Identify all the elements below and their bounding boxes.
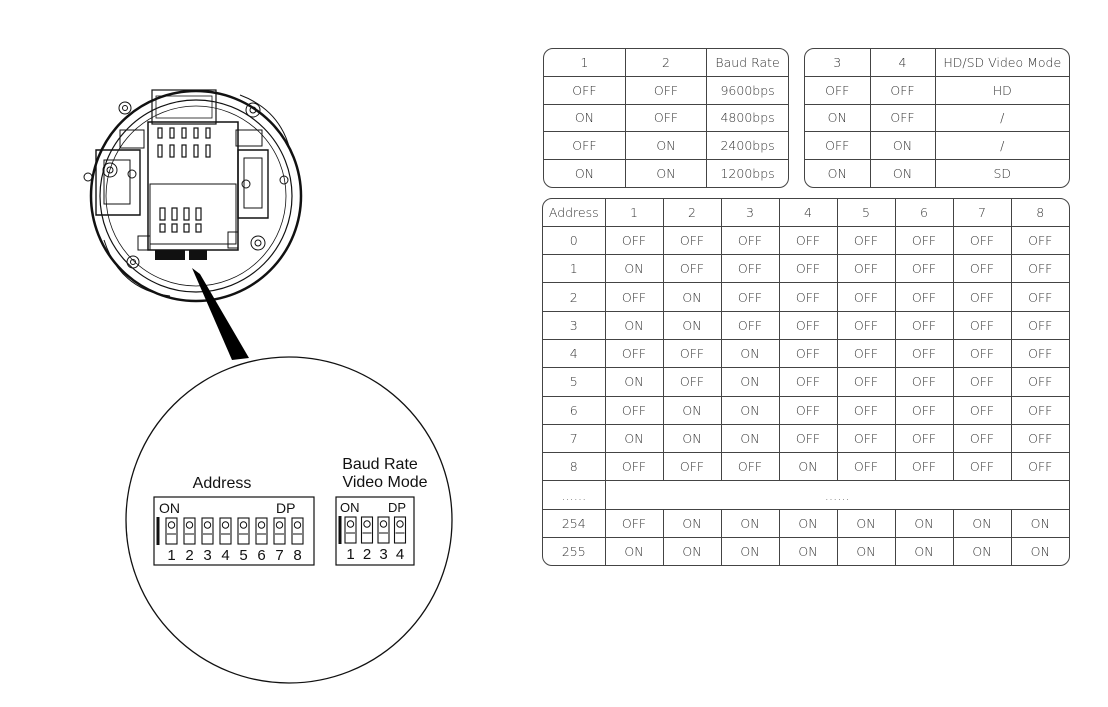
table-cell: 8 [543, 453, 605, 481]
table-cell: ON [605, 255, 663, 283]
table-cell: ON [605, 424, 663, 452]
table-row [544, 160, 788, 187]
table-header-row [805, 49, 1069, 76]
table-cell: / [935, 132, 1069, 160]
table-row [544, 132, 788, 160]
table-cell: OFF [805, 76, 870, 104]
table-cell: OFF [805, 132, 870, 160]
table-cell: HD [935, 76, 1069, 104]
table-cell: OFF [1011, 424, 1069, 452]
dip-switch [238, 518, 249, 564]
table-cell: OFF [1011, 453, 1069, 481]
table-cell: OFF [953, 340, 1011, 368]
table-cell: OFF [605, 396, 663, 424]
table-cell: 2 [663, 199, 721, 226]
table-row [544, 104, 788, 132]
table-cell: OFF [625, 104, 706, 132]
table-cell: ON [805, 104, 870, 132]
table-cell: OFF [779, 368, 837, 396]
table-ellipsis-row [543, 481, 1069, 509]
table-cell: ON [870, 160, 935, 187]
table-cell: OFF [953, 226, 1011, 254]
table-cell: ON [663, 396, 721, 424]
table-cell: OFF [779, 311, 837, 339]
dip-switch-number: 2 [185, 547, 194, 564]
table-cell: ON [605, 368, 663, 396]
table-cell: ON [544, 160, 625, 187]
table-cell: OFF [895, 424, 953, 452]
dip-switch-number: 4 [395, 546, 405, 563]
baud-switch-on-label: ON [340, 500, 360, 515]
table-cell: OFF [779, 226, 837, 254]
table-cell: OFF [895, 311, 953, 339]
table-cell: OFF [837, 226, 895, 254]
table-cell: OFF [837, 283, 895, 311]
address-switch-label: Address [192, 475, 252, 492]
camera-dip-switch-block [155, 250, 185, 260]
camera-dome-illustration [84, 90, 301, 301]
table-cell: OFF [895, 283, 953, 311]
table-cell: 7 [953, 199, 1011, 226]
dip-switch-number: 1 [167, 547, 176, 564]
table-cell: OFF [663, 226, 721, 254]
address-table [542, 198, 1070, 566]
table-cell: OFF [605, 509, 663, 537]
table-cell: ON [953, 537, 1011, 565]
table-cell: ON [721, 396, 779, 424]
table-cell: ON [663, 509, 721, 537]
table-cell: 1 [543, 255, 605, 283]
table-cell: Baud Rate [707, 49, 788, 76]
table-cell: ON [779, 453, 837, 481]
table-header-row [543, 199, 1069, 226]
table-cell: HD/SD Video Mode [935, 49, 1069, 76]
table-row [544, 76, 788, 104]
table-cell: 4 [543, 340, 605, 368]
table-cell: 7 [543, 424, 605, 452]
dip-switch [362, 517, 373, 563]
table-cell: ON [605, 537, 663, 565]
baud-switch-label-line1: Baud Rate [342, 456, 418, 473]
table-cell: OFF [895, 396, 953, 424]
dip-switch-number: 3 [379, 546, 388, 563]
table-cell: OFF [605, 453, 663, 481]
dip-switch-number: 1 [346, 546, 355, 563]
dip-switch-number: 3 [203, 547, 212, 564]
table-cell: 1200bps [707, 160, 788, 187]
table-row [805, 132, 1069, 160]
table-cell: 3 [543, 311, 605, 339]
table-cell: ON [837, 509, 895, 537]
table-cell: ON [837, 537, 895, 565]
dip-switch-number: 4 [221, 547, 230, 564]
table-cell: OFF [837, 255, 895, 283]
table-cell: OFF [1011, 311, 1069, 339]
table-cell: OFF [895, 368, 953, 396]
table-cell: OFF [953, 368, 1011, 396]
table-cell: OFF [605, 226, 663, 254]
table-cell: OFF [721, 255, 779, 283]
table-cell: OFF [1011, 226, 1069, 254]
table-cell: OFF [953, 424, 1011, 452]
table-cell: 1 [544, 49, 625, 76]
table-cell: OFF [953, 396, 1011, 424]
table-cell: OFF [544, 132, 625, 160]
table-cell: 9600bps [707, 76, 788, 104]
table-row [543, 283, 1069, 311]
table-row [543, 311, 1069, 339]
table-cell: ON [721, 368, 779, 396]
table-cell: OFF [895, 340, 953, 368]
table-cell: 3 [721, 199, 779, 226]
table-row [543, 537, 1069, 565]
table-cell: ON [1011, 537, 1069, 565]
table-cell: Address [543, 199, 605, 226]
table-cell: OFF [953, 255, 1011, 283]
table-cell: 6 [543, 396, 605, 424]
table-cell: ON [870, 132, 935, 160]
table-cell: ON [779, 509, 837, 537]
dip-switch [345, 517, 356, 563]
dip-switch [166, 518, 177, 564]
table-cell: OFF [837, 368, 895, 396]
table-cell: OFF [837, 311, 895, 339]
dip-switch [395, 517, 406, 563]
table-cell: OFF [779, 424, 837, 452]
table-cell: OFF [953, 311, 1011, 339]
table-row [543, 509, 1069, 537]
table-cell: 255 [543, 537, 605, 565]
table-cell: 5 [543, 368, 605, 396]
table-cell: ON [805, 160, 870, 187]
table-cell: ON [721, 424, 779, 452]
dip-switch [274, 518, 285, 564]
baud-switch-label-line2: Video Mode [342, 474, 428, 491]
table-cell: SD [935, 160, 1069, 187]
table-cell: OFF [779, 396, 837, 424]
table-cell: 4 [779, 199, 837, 226]
table-row [805, 104, 1069, 132]
table-cell: ON [895, 537, 953, 565]
ellipsis-values-cell: …… [605, 481, 1069, 509]
table-cell: OFF [779, 340, 837, 368]
table-cell: OFF [625, 76, 706, 104]
table-cell: OFF [663, 368, 721, 396]
table-cell: ON [953, 509, 1011, 537]
dip-switch [378, 517, 389, 563]
table-cell: OFF [663, 453, 721, 481]
table-cell: OFF [605, 283, 663, 311]
table-cell: OFF [895, 255, 953, 283]
table-cell: OFF [1011, 340, 1069, 368]
baud-switch-dp-label: DP [388, 500, 407, 515]
table-cell: OFF [663, 340, 721, 368]
address-switch-on-label: ON [159, 500, 180, 516]
dip-switch-number: 7 [275, 547, 284, 564]
screw-icons [84, 102, 288, 268]
ellipsis-address-cell: …… [543, 481, 605, 509]
baud-rate-table [543, 48, 789, 188]
table-cell: OFF [837, 453, 895, 481]
table-cell: OFF [721, 453, 779, 481]
table-cell: OFF [953, 453, 1011, 481]
table-cell: ON [625, 132, 706, 160]
table-cell: ON [605, 311, 663, 339]
table-cell: OFF [1011, 396, 1069, 424]
table-cell: 3 [805, 49, 870, 76]
table-cell: OFF [605, 340, 663, 368]
table-cell: OFF [1011, 368, 1069, 396]
table-row [543, 396, 1069, 424]
table-cell: 8 [1011, 199, 1069, 226]
table-cell: 5 [837, 199, 895, 226]
table-row [805, 76, 1069, 104]
table-cell: ON [663, 424, 721, 452]
table-cell: ON [1011, 509, 1069, 537]
dip-switch [202, 518, 213, 564]
table-cell: ON [895, 509, 953, 537]
table-header-row [544, 49, 788, 76]
address-switch-dp-label: DP [276, 500, 296, 516]
dip-switch-number: 2 [362, 546, 372, 563]
table-row [543, 226, 1069, 254]
table-row [543, 255, 1069, 283]
magnifier-pointer [192, 268, 249, 360]
table-cell: OFF [663, 255, 721, 283]
table-cell: 4 [870, 49, 935, 76]
table-cell: 4800bps [707, 104, 788, 132]
dip-switch [220, 518, 231, 564]
table-cell: OFF [837, 396, 895, 424]
dip-switch-number: 6 [257, 547, 266, 564]
table-cell: 1 [605, 199, 663, 226]
table-cell: OFF [895, 453, 953, 481]
table-cell: 0 [543, 226, 605, 254]
table-cell: OFF [779, 283, 837, 311]
table-cell: ON [544, 104, 625, 132]
table-cell: ON [625, 160, 706, 187]
table-row [543, 340, 1069, 368]
table-cell: ON [779, 537, 837, 565]
dip-switch [292, 518, 303, 564]
dip-switch-number: 5 [239, 547, 248, 564]
table-cell: 2 [543, 283, 605, 311]
table-cell: ON [721, 537, 779, 565]
table-cell: OFF [870, 76, 935, 104]
table-cell: 254 [543, 509, 605, 537]
table-cell: OFF [1011, 283, 1069, 311]
table-cell: OFF [721, 226, 779, 254]
table-cell: ON [721, 509, 779, 537]
dip-switch [184, 518, 195, 564]
table-row [543, 453, 1069, 481]
table-cell: OFF [721, 283, 779, 311]
table-cell: OFF [1011, 255, 1069, 283]
table-cell: OFF [953, 283, 1011, 311]
table-cell: OFF [721, 311, 779, 339]
table-row [805, 160, 1069, 187]
table-cell: ON [721, 340, 779, 368]
table-cell: OFF [837, 424, 895, 452]
table-cell: ON [663, 311, 721, 339]
dip-switch-number: 8 [293, 547, 302, 564]
table-row [543, 368, 1069, 396]
table-cell: OFF [837, 340, 895, 368]
table-cell: 6 [895, 199, 953, 226]
dip-switch [256, 518, 267, 564]
table-cell: OFF [870, 104, 935, 132]
table-cell: 2 [625, 49, 706, 76]
table-cell: ON [663, 537, 721, 565]
table-cell: ON [663, 283, 721, 311]
video-mode-table [804, 48, 1070, 188]
table-cell: 2400bps [707, 132, 788, 160]
table-cell: OFF [544, 76, 625, 104]
table-cell: / [935, 104, 1069, 132]
table-row [543, 424, 1069, 452]
table-cell: OFF [779, 255, 837, 283]
table-cell: OFF [895, 226, 953, 254]
